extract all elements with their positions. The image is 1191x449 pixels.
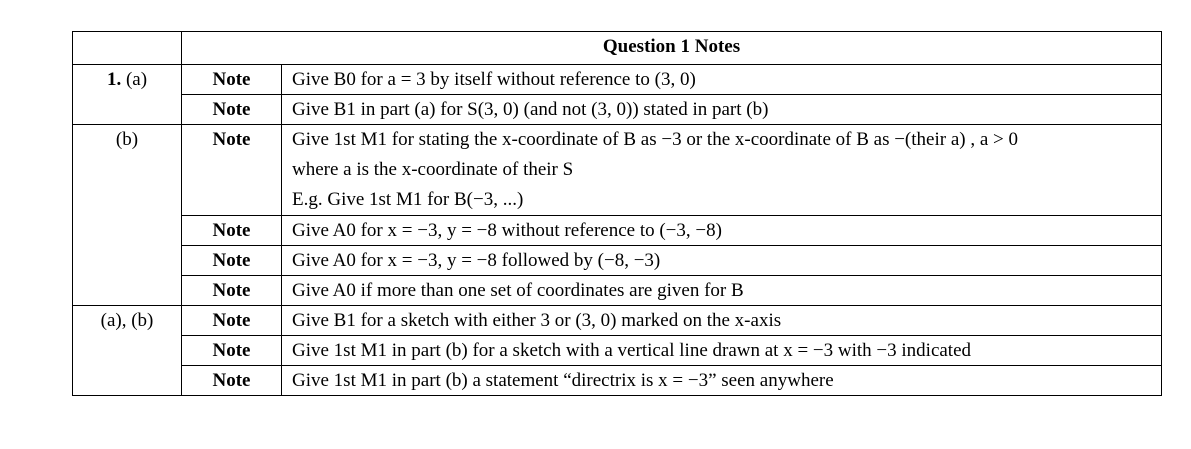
note-label: Note — [182, 125, 282, 216]
part-b-cell — [73, 125, 182, 306]
note-label: Note — [182, 216, 282, 246]
table-row — [73, 216, 1162, 246]
note-text-3-line-2: where a is the x-coordinate of their S — [292, 159, 574, 180]
part-ab-cell — [73, 306, 182, 396]
table-row — [73, 95, 1162, 125]
part-a-cell — [73, 65, 182, 125]
note-label: Note — [182, 306, 282, 336]
note-label: Note — [182, 336, 282, 366]
table-title: Question 1 Notes — [182, 32, 1162, 65]
note-text-5: Give A0 for x = −3, y = −8 followed by (−8, −3) — [292, 250, 661, 271]
note-label: Note — [182, 246, 282, 276]
note-text-1: Give B0 for a = 3 by itself without reference to (3, 0) — [292, 69, 696, 90]
note-text — [282, 95, 1162, 125]
table-row — [73, 125, 1162, 216]
note-text-4: Give A0 for x = −3, y = −8 without reference to (−3, −8) — [292, 220, 722, 241]
note-text — [282, 246, 1162, 276]
table-header-row — [73, 32, 1162, 65]
note-label: Note — [182, 366, 282, 396]
note-text — [282, 65, 1162, 95]
note-text — [282, 336, 1162, 366]
table-row — [73, 246, 1162, 276]
note-text — [282, 276, 1162, 306]
note-text-3-line-1: Give 1st M1 for stating the x-coordinate of B as −3 or the x-coordinate of B as −(their a) , a > 0 — [292, 129, 1018, 150]
note-text-6: Give A0 if more than one set of coordinates are given for B — [292, 280, 744, 301]
part-ab-label: (a), (b) — [100, 310, 154, 331]
part-b-label: (b) — [115, 129, 139, 150]
note-label: Note — [182, 276, 282, 306]
note-text — [282, 366, 1162, 396]
question-notes-table — [72, 31, 1162, 396]
table-row — [73, 65, 1162, 95]
note-text-2: Give B1 in part (a) for S(3, 0) (and not (3, 0)) stated in part (b) — [292, 99, 769, 120]
table-row — [73, 366, 1162, 396]
note-text — [282, 125, 1162, 216]
note-text-9: Give 1st M1 in part (b) a statement “directrix is x = −3” seen anywhere — [292, 370, 834, 391]
table-row — [73, 276, 1162, 306]
note-label: Note — [182, 95, 282, 125]
note-text-8: Give 1st M1 in part (b) for a sketch with a vertical line drawn at x = −3 with −3 indicated — [292, 340, 972, 361]
part-a-label: (a) — [125, 69, 148, 90]
note-text — [282, 216, 1162, 246]
note-text-3-line-3: E.g. Give 1st M1 for B(−3, ...) — [292, 189, 524, 210]
note-text-7: Give B1 for a sketch with either 3 or (3, 0) marked on the x-axis — [292, 310, 782, 331]
empty-header-cell — [73, 32, 182, 65]
question-number: 1. — [106, 69, 122, 90]
table-row — [73, 336, 1162, 366]
note-text — [282, 306, 1162, 336]
table-row — [73, 306, 1162, 336]
note-label: Note — [182, 65, 282, 95]
